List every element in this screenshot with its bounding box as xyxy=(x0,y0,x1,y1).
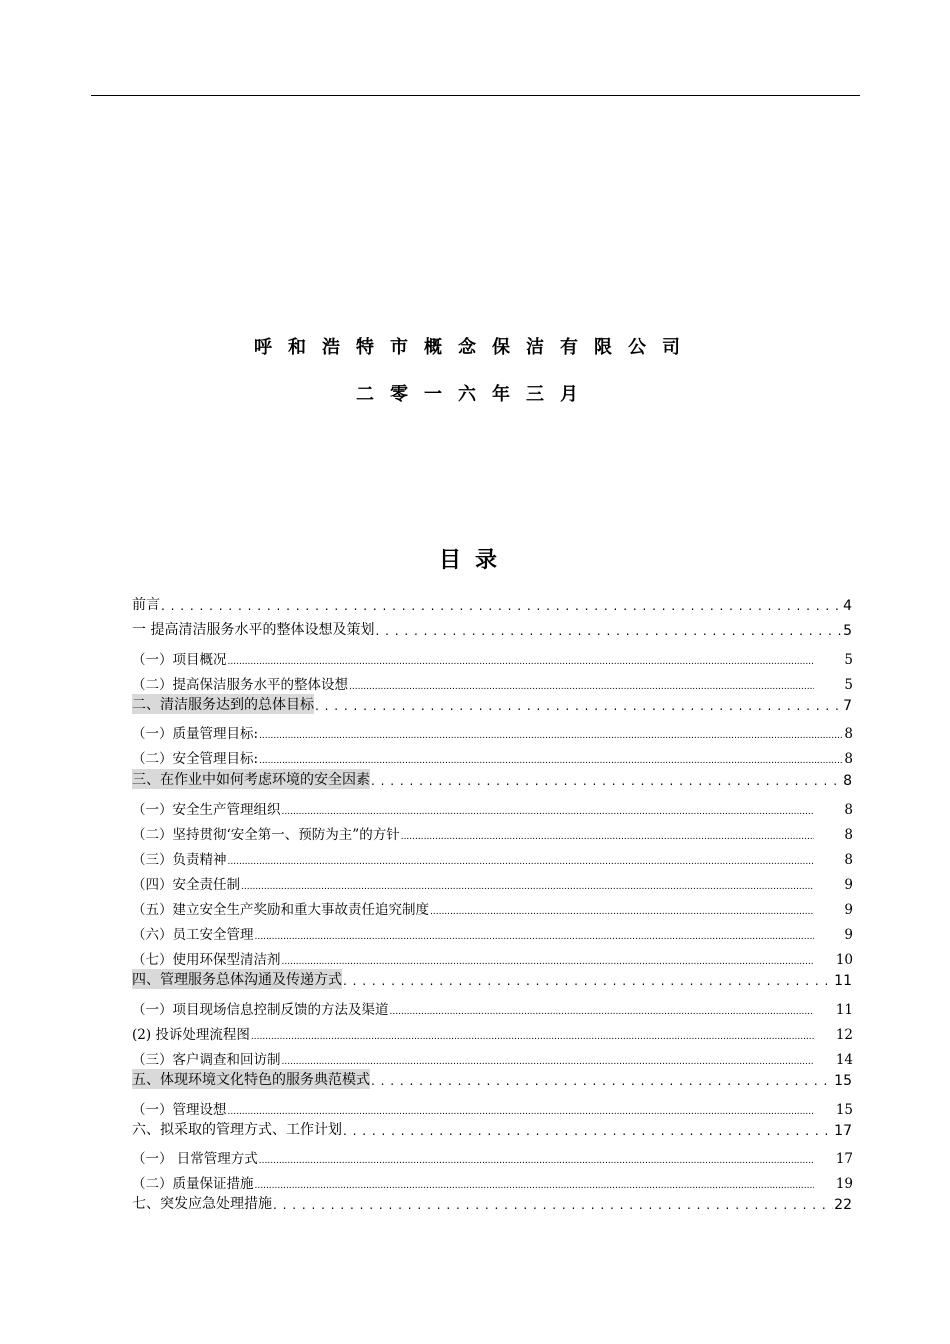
toc-entry[interactable] xyxy=(132,1048,853,1068)
document-date: 二零一六年三月 xyxy=(356,384,594,405)
toc-entry[interactable] xyxy=(132,648,853,668)
toc-entry-page: 17 xyxy=(835,1151,853,1167)
toc-entry-page: 15 xyxy=(834,1073,852,1089)
toc-leader-dots xyxy=(228,1102,815,1118)
toc-entry-page: 5 xyxy=(843,623,852,639)
toc-entry-title: （三）负责精神 xyxy=(132,852,227,868)
toc-leader-dots xyxy=(259,1151,814,1167)
toc-entry-title: （二）坚持贯彻‘安全第一、预防为主”的方针 xyxy=(132,827,400,843)
toc-entry-title: 六、拟采取的管理方式、工作计划 xyxy=(132,1122,342,1138)
toc-leader-dots xyxy=(343,973,833,989)
toc-leader-dots xyxy=(259,751,843,767)
company-name: 呼和浩特市概念保洁有限公司 xyxy=(254,337,696,358)
toc-entry[interactable] xyxy=(132,594,852,614)
toc-entry-page: 11 xyxy=(834,973,852,989)
toc-entry-title: 三、在作业中如何考虑环境的安全因素 xyxy=(132,769,370,789)
toc-entry-title: （五）建立安全生产奖励和重大事故责任追究制度 xyxy=(132,902,429,918)
toc-leader-dots xyxy=(255,1176,815,1192)
toc-entry-page: 17 xyxy=(834,1123,852,1139)
toc-entry[interactable] xyxy=(132,694,852,714)
toc-title: 目录 xyxy=(438,548,511,573)
toc-entry-title: （一） 日常管理方式 xyxy=(132,1151,258,1167)
toc-leader-dots xyxy=(390,1002,815,1018)
toc-leader-dots xyxy=(161,598,842,614)
toc-leader-dots xyxy=(349,677,814,693)
toc-leader-dots xyxy=(241,877,814,893)
toc-entry-page: 8 xyxy=(844,852,853,868)
top-rule xyxy=(91,95,860,96)
toc-entry[interactable] xyxy=(132,769,852,789)
toc-entry[interactable] xyxy=(132,798,853,818)
toc-entry-title: 七、突发应急处理措施 xyxy=(132,1196,272,1212)
toc-leader-dots xyxy=(282,952,815,968)
toc-leader-dots xyxy=(375,623,842,639)
toc-entry[interactable] xyxy=(132,1023,853,1043)
toc-entry[interactable] xyxy=(132,898,853,918)
toc-entry[interactable] xyxy=(132,673,853,693)
toc-entry-page: 8 xyxy=(844,751,853,767)
toc-entry-title: 五、体现环境文化特色的服务典范模式 xyxy=(132,1069,370,1089)
toc-entry[interactable] xyxy=(132,848,853,868)
toc-entry-page: 19 xyxy=(835,1176,853,1192)
toc-leader-dots xyxy=(343,1123,833,1139)
toc-entry[interactable] xyxy=(132,873,853,893)
toc-leader-dots xyxy=(251,1027,814,1043)
toc-entry[interactable] xyxy=(132,823,853,843)
toc-entry-page: 9 xyxy=(844,877,853,893)
toc-entry-title: 四、管理服务总体沟通及传递方式 xyxy=(132,969,342,989)
toc-entry-page: 8 xyxy=(844,726,853,742)
toc-leader-dots xyxy=(282,802,815,818)
toc-leader-dots xyxy=(430,902,814,918)
toc-entry-page: 9 xyxy=(844,927,853,943)
toc-entry-page: 8 xyxy=(844,802,853,818)
toc-entry-page: 11 xyxy=(835,1002,853,1018)
toc-entry-title: 一 提高清洁服务水平的整体设想及策划 xyxy=(132,622,375,638)
toc-entry-title: （三）客户调查和回访制 xyxy=(132,1052,281,1068)
toc-entry-title: （二）质量保证措施 xyxy=(132,1176,254,1192)
toc-entry-page: 22 xyxy=(834,1197,852,1213)
toc-entry[interactable] xyxy=(132,923,853,943)
toc-entry-page: 15 xyxy=(835,1102,853,1118)
toc-entry-page: 9 xyxy=(844,902,853,918)
toc-entry[interactable] xyxy=(132,998,853,1018)
toc-entry[interactable] xyxy=(132,969,852,989)
toc-entry[interactable] xyxy=(132,1119,852,1139)
toc-leader-dots xyxy=(401,827,814,843)
toc-leader-dots xyxy=(371,773,842,789)
toc-entry-title: (2) 投诉处理流程图 xyxy=(132,1027,250,1043)
toc-entry[interactable] xyxy=(132,1098,853,1118)
toc-entry[interactable] xyxy=(132,747,853,767)
toc-entry-title: （一）管理设想 xyxy=(132,1102,227,1118)
toc-entry[interactable] xyxy=(132,948,853,968)
toc-entry-page: 5 xyxy=(844,677,853,693)
toc-entry[interactable] xyxy=(132,619,852,639)
toc-leader-dots xyxy=(371,1073,833,1089)
toc-entry[interactable] xyxy=(132,1172,853,1192)
toc-entry-title: 二、清洁服务达到的总体目标 xyxy=(132,694,314,714)
toc-leader-dots xyxy=(255,927,815,943)
toc-entry-title: （四）安全责任制 xyxy=(132,877,240,893)
toc-entry-title: （一）项目现场信息控制反馈的方法及渠道 xyxy=(132,1002,389,1018)
toc-entry-title: （一）质量管理目标: xyxy=(132,726,259,742)
toc-entry-title: （一）安全生产管理组织 xyxy=(132,802,281,818)
toc-entry-page: 8 xyxy=(844,827,853,843)
toc-entry-page: 7 xyxy=(843,698,852,714)
toc-entry-page: 10 xyxy=(835,952,853,968)
toc-entry-page: 12 xyxy=(835,1027,853,1043)
toc-entry-title: （二）提高保洁服务水平的整体设想 xyxy=(132,677,348,693)
toc-entry[interactable] xyxy=(132,1147,853,1167)
toc-entry-title: （二）安全管理目标: xyxy=(132,751,259,767)
toc-leader-dots xyxy=(228,652,815,668)
toc-entry-page: 4 xyxy=(843,598,852,614)
toc-entry[interactable] xyxy=(132,1069,852,1089)
toc-entry-title: （一）项目概况 xyxy=(132,652,227,668)
toc-leader-dots xyxy=(273,1197,833,1213)
toc-leader-dots xyxy=(228,852,815,868)
toc-entry-title: 前言 xyxy=(132,597,160,613)
toc-entry[interactable] xyxy=(132,1193,852,1213)
toc-entry-page: 8 xyxy=(843,773,852,789)
toc-leader-dots xyxy=(259,726,843,742)
toc-entry[interactable] xyxy=(132,722,853,742)
toc-entry-page: 5 xyxy=(844,652,853,668)
toc-entry-title: （六）员工安全管理 xyxy=(132,927,254,943)
toc-entry-page: 14 xyxy=(835,1052,853,1068)
toc-leader-dots xyxy=(282,1052,815,1068)
toc-leader-dots xyxy=(315,698,842,714)
toc-entry-title: （七）使用环保型清洁剂 xyxy=(132,952,281,968)
